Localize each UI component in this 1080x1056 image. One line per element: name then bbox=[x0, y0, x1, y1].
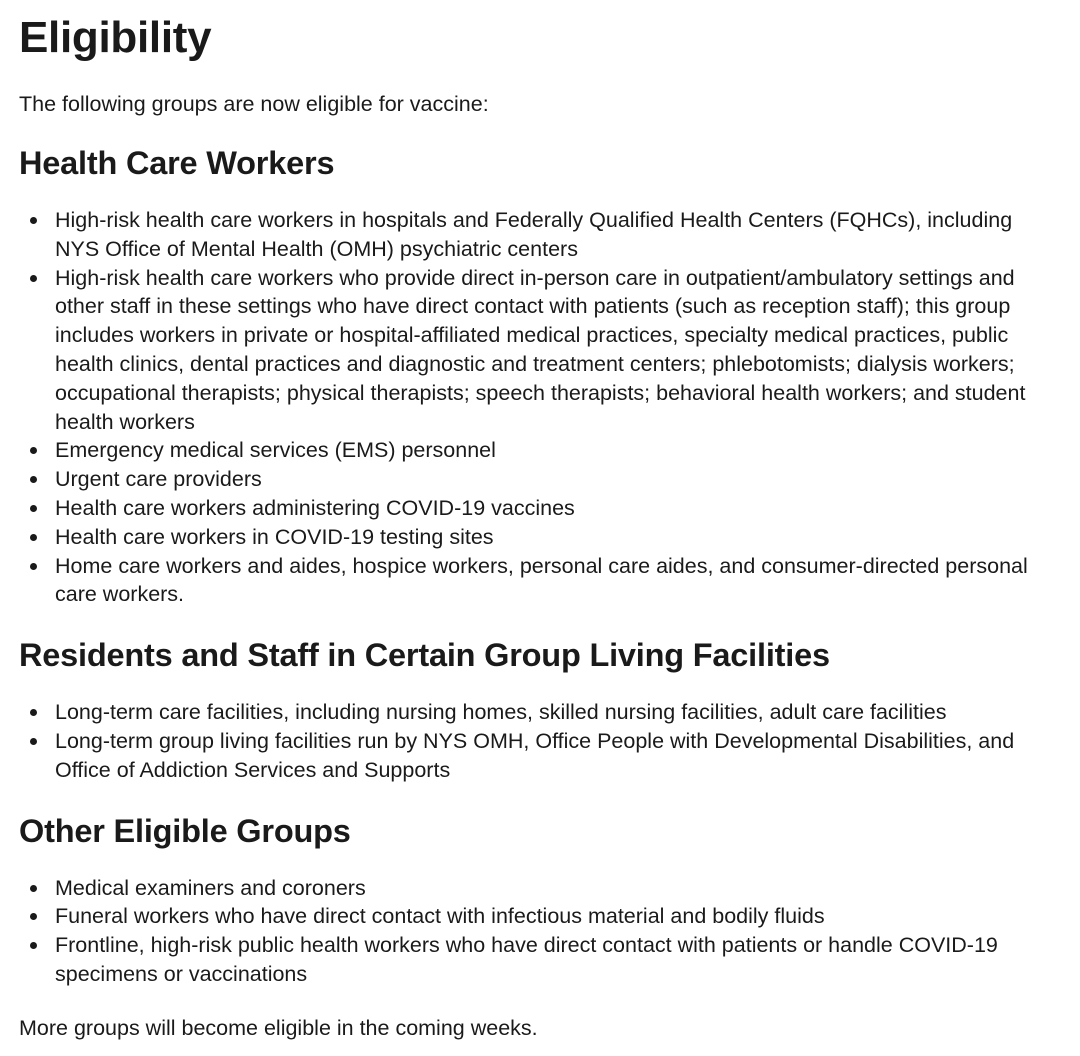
bullet-icon bbox=[30, 563, 37, 570]
bullet-icon bbox=[30, 534, 37, 541]
list-item bbox=[19, 206, 1059, 264]
list-item-text: Long-term group living facilities run by NYS OMH, Office People with Developmental Disabilities, and Office of Addiction Services and Supports bbox=[55, 728, 1015, 782]
section-heading: Other Eligible Groups bbox=[19, 812, 351, 849]
list-item-text: Health care workers in COVID-19 testing sites bbox=[55, 524, 494, 549]
section-heading: Health Care Workers bbox=[19, 145, 335, 181]
section-health-care-workers bbox=[19, 143, 1059, 609]
list-item-text: Urgent care providers bbox=[55, 467, 262, 492]
list-item-text: Funeral workers who have direct contact with infectious material and bodily fluids bbox=[55, 904, 825, 929]
list-item bbox=[19, 902, 1059, 931]
list-item-text: High-risk health care workers in hospitals and Federally Qualified Health Centers (FQHCs), including NYS Office of Mental Health (OMH) psychiatric centers bbox=[55, 208, 1013, 261]
list-item bbox=[19, 436, 1059, 465]
bullet-icon bbox=[30, 738, 37, 745]
section-group-living-facilities bbox=[19, 635, 1059, 784]
eligible-list bbox=[19, 206, 1059, 609]
section-heading: Residents and Staff in Certain Group Living Facilities bbox=[19, 637, 830, 674]
bullet-icon bbox=[30, 476, 37, 483]
bullet-icon bbox=[30, 885, 37, 892]
list-item-text: Emergency medical services (EMS) personnel bbox=[55, 438, 496, 463]
list-item-text: Frontline, high-risk public health workers who have direct contact with patients or handle COVID-19 specimens or vaccinations bbox=[55, 933, 998, 986]
bullet-icon bbox=[30, 217, 37, 224]
list-item-text: Medical examiners and coroners bbox=[55, 875, 366, 900]
list-item bbox=[19, 698, 1059, 727]
list-item bbox=[19, 523, 1059, 552]
bullet-icon bbox=[30, 942, 37, 949]
bullet-icon bbox=[30, 447, 37, 454]
list-item bbox=[19, 494, 1059, 523]
list-item-text: Long-term care facilities, including nursing homes, skilled nursing facilities, adult care facilities bbox=[55, 700, 947, 725]
list-item bbox=[19, 727, 1059, 785]
list-item bbox=[19, 264, 1059, 437]
closing-text: More groups will become eligible in the coming weeks. bbox=[19, 1015, 538, 1040]
list-item-text: Health care workers administering COVID-19 vaccines bbox=[55, 495, 575, 520]
bullet-icon bbox=[30, 709, 37, 716]
list-item bbox=[19, 552, 1059, 610]
list-item-text: Home care workers and aides, hospice workers, personal care aides, and consumer-directed personal care workers. bbox=[55, 553, 1028, 607]
intro-text: The following groups are now eligible for vaccine: bbox=[19, 92, 489, 116]
bullet-icon bbox=[30, 505, 37, 512]
list-item bbox=[19, 465, 1059, 494]
eligible-list bbox=[19, 874, 1059, 989]
list-item bbox=[19, 931, 1059, 989]
section-other-eligible-groups bbox=[19, 811, 1059, 989]
list-item-text: High-risk health care workers who provide direct in-person care in outpatient/ambulatory settings and other staff in these settings who have direct contact with patients (such as reception staff); this group includes workers in private or hospital-affiliated medical practices, specialty medical practices, public health clinics, dental practices and diagnostic and treatment centers; phlebotomists; dialysis workers; occupational therapists; physical therapists; speech therapists; behavioral health workers; and student health workers bbox=[55, 265, 1026, 434]
page-title: Eligibility bbox=[19, 13, 212, 62]
eligible-list bbox=[19, 698, 1059, 784]
list-item bbox=[19, 874, 1059, 903]
bullet-icon bbox=[30, 275, 37, 282]
bullet-icon bbox=[30, 913, 37, 920]
